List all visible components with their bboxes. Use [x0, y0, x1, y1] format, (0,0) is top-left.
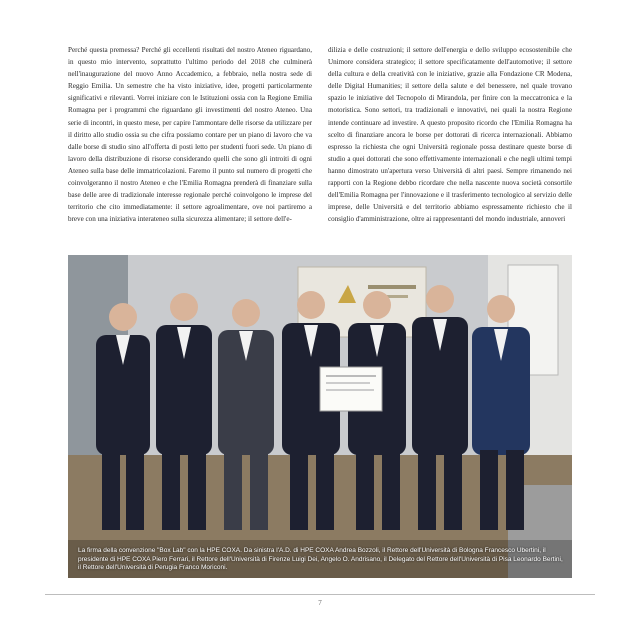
article-column-left: Perché questa premessa? Perché gli eccellenti risultati del nostro Ateneo riguardano, in questo mio intervento, soprattutto l'ultimo periodo del 2018 che culminerà nell'inaugurazione del nuovo Anno Accademico, a febbraio, nella nostra sede di Reggio Emilia. Un semestre che ha visto iniziative, idee, progetti particolarmente significativi e rilevanti. Vorrei iniziare con le Istituzioni ossia con la Regione Emilia Romagna per i programmi che riguardano gli investimenti del nostro Ateneo. Una serie di incontri, in questo mese, per capire l'ammontare delle risorse da utilizzare per il diritto allo studio ossia su che cifra possiamo contare per un piano di lavoro che va dalle borse di studio sino all'offerta di posti letto per studenti fuori sede. Un piano di lavoro della distribuzione di risorse considerando quelli che sono gli introiti di ogni Ateneo sulla base delle immatricolazioni. Faremo il punto sul numero di progetti che coinvolgeranno il nostro Ateneo e che l'Emilia Romagna prenderà di finanziare sulla base delle aree di tradizionale interesse regionale perché coinvolgono le imprese del territorio che cito immediatamente: il settore agroalimentare, ove noi partiremo a breve con una iniziativa interateneo sulla sicurezza alimentare; il settore dell'e-	[68, 46, 312, 224]
page-number: 7	[318, 599, 322, 607]
group-photo-illustration	[68, 255, 572, 578]
article-column-right: dilizia e delle costruzioni; il settore dell'energia e dello sviluppo ecosostenibile che Unimore considera strategico; il settore specificatamente dell'automotive; il settore della cultura e della creatività con le iniziative, grazie alla Fondazione CR Modena, delle Digital Humanities; il settore della salute e del benessere, nel quale trovano spazio le iniziative del Tecnopolo di Mirandola, per finire con la meccatronica e la motoristica. Sono settori, tra tradizionali e innovativi, nei quali la nostra Regione intende continuare ad investire. A questo proposito ricordo che l'Emilia Romagna ha scelto di finanziare ancora le borse per dottorati di ricerca internazionali. Abbiamo espresso la richiesta che ogni Università regionale possa destinare queste borse di studio a quei dottorati che sono effettivamente internazionali e che negli ultimi tempi hanno dimostrato un'apertura verso Università di altri paesi. Sempre rimanendo nei rapporti con la Regione debbo ricordare che nella nascente nuova società consortile dell'Emilia Romagna per l'innovazione e il trasferimento tecnologico al servizio delle imprese, delle Università e del territorio abbiamo espressamente richiesto che il consiglio d'amministrazione, oltre ai rappresentanti del mondo industriale, annoveri	[328, 46, 572, 224]
footer-divider	[45, 594, 595, 595]
group-photo	[68, 255, 572, 578]
article-body	[68, 44, 572, 244]
photo-caption: La firma della convenzione "Box Lab" con la HPE COXA. Da sinistra l'A.D. di HPE COXA Andrea Bozzoli, il Rettore dell'Università di Bologna Francesco Ubertini, il presidente di HPE COXA Piero Ferrari, il Rettore dell'Università di Firenze Luigi Dei, Angelo O. Andrisano, il Delegato del Rettore dell'Università di Pisa Leonardo Bertini, il Rettore dell'Università di Perugia Franco Moriconi.	[78, 547, 563, 571]
